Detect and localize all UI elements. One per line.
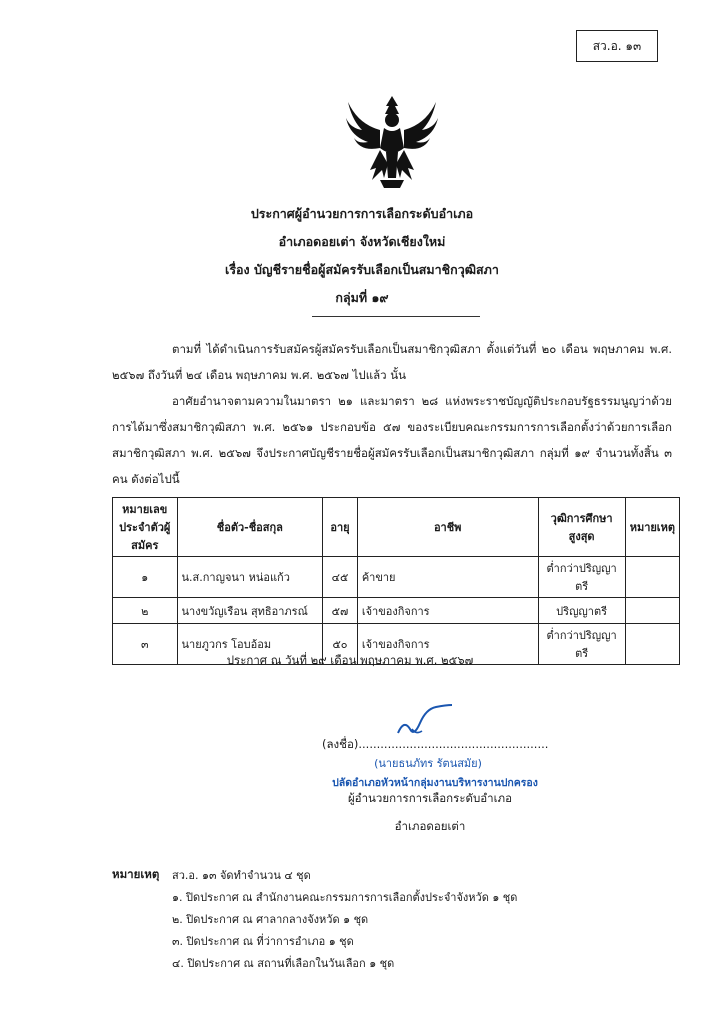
cell-education: ปริญญาตรี: [538, 598, 625, 624]
cell-remark: [625, 557, 679, 598]
signer-stamp: ปลัดอำเภอหัวหน้ากลุ่มงานบริหารงานปกครอง: [332, 777, 538, 789]
cell-name: นางขวัญเรือน สุทธิอาภรณ์: [177, 598, 323, 624]
signer-office: อำเภอดอยเต่า: [394, 819, 466, 833]
col-header-occupation: อาชีพ: [357, 498, 538, 557]
signer-position: ผู้อำนวยการการเลือกระดับอำเภอ: [347, 791, 513, 805]
header-divider: [312, 316, 480, 317]
cell-age: ๕๐: [323, 624, 358, 665]
signer-name: (นายธนภัทร รัตนสมัย): [374, 757, 482, 770]
cell-remark: [625, 598, 679, 624]
cell-occupation: เจ้าของกิจการ: [357, 624, 538, 665]
notes-label: หมายเหตุ: [112, 867, 160, 881]
body-paragraph-2: อาศัยอำนาจตามความในมาตรา ๒๑ และมาตรา ๒๘ แห่งพระราชบัญญัติประกอบรัฐธรรมนูญว่าด้วยการได้มาซึ่งสมาชิกวุฒิสภา พ.ศ. ๒๕๖๑ ประกอบข้อ ๕๗ ของระเบียบคณะกรรมการการเลือกตั้งว่าด้วยการเลือกสมาชิกวุฒิสภา พ.ศ. ๒๕๖๗ จึงประกาศบัญชีรายชื่อผู้สมัครรับเลือกเป็นสมาชิกวุฒิสภา กลุ่มที่ ๑๙ จำนวนทั้งสิ้น ๓ คน ดังต่อไปนี้: [112, 394, 672, 486]
col-header-education: วุฒิการศึกษาสูงสุด: [538, 498, 625, 557]
cell-age: ๕๗: [323, 598, 358, 624]
cell-age: ๔๕: [323, 557, 358, 598]
cell-number: ๑: [113, 557, 178, 598]
cell-remark: [625, 624, 679, 665]
header-group: กลุ่มที่ ๑๙: [335, 290, 389, 305]
col-header-number: หมายเลขประจำตัวผู้สมัคร: [113, 498, 178, 557]
cell-occupation: ค้าขาย: [357, 557, 538, 598]
table-row: [113, 598, 680, 624]
notes-item: ๑. ปิดประกาศ ณ สำนักงานคณะกรรมการการเลือกตั้งประจำจังหวัด ๑ ชุด: [172, 891, 518, 904]
col-header-remark: หมายเหตุ: [625, 498, 679, 557]
table-row: [113, 557, 680, 598]
header-subject: เรื่อง บัญชีรายชื่อผู้สมัครรับเลือกเป็นสมาชิกวุฒิสภา: [225, 262, 499, 277]
cell-education: ต่ำกว่าปริญญาตรี: [538, 624, 625, 665]
col-header-age: อายุ: [323, 498, 358, 557]
cell-name: นายภูวกร โอบอ้อม: [177, 624, 323, 665]
notes-item: ๒. ปิดประกาศ ณ ศาลากลางจังหวัด ๑ ชุด: [172, 913, 369, 926]
cell-occupation: เจ้าของกิจการ: [357, 598, 538, 624]
body-paragraph-1: ตามที่ ได้ดำเนินการรับสมัครผู้สมัครรับเลือกเป็นสมาชิกวุฒิสภา ตั้งแต่วันที่ ๒๐ เดือน พฤษภาคม พ.ศ. ๒๕๖๗ ถึงวันที่ ๒๔ เดือน พฤษภาคม พ.ศ. ๒๕๖๗ ไปแล้ว นั้น: [112, 342, 672, 382]
notes-item: ๓. ปิดประกาศ ณ ที่ว่าการอำเภอ ๑ ชุด: [172, 935, 354, 948]
cell-number: ๓: [113, 624, 178, 665]
header-district: อำเภอดอยเต่า จังหวัดเชียงใหม่: [278, 234, 446, 249]
header-title: ประกาศผู้อำนวยการการเลือกระดับอำเภอ: [250, 206, 474, 221]
cell-education: ต่ำกว่าปริญญาตรี: [538, 557, 625, 598]
notes-item: ๔. ปิดประกาศ ณ สถานที่เลือกในวันเลือก ๑ ชุด: [172, 957, 395, 970]
garuda-emblem-icon: [340, 90, 444, 192]
issued-date: ประกาศ ณ วันที่ ๒๙ เดือน พฤษภาคม พ.ศ. ๒๕๖๗: [226, 653, 474, 667]
notes-title: สว.อ. ๑๓ จัดทำจำนวน ๔ ชุด: [172, 869, 311, 882]
table-header-row: [113, 498, 680, 557]
sign-label: (ลงชื่อ)....................................................: [322, 737, 549, 751]
cell-name: น.ส.กาญจนา หน่อแก้ว: [177, 557, 323, 598]
candidate-table: [112, 497, 680, 665]
col-header-name: ชื่อตัว-ชื่อสกุล: [177, 498, 323, 557]
cell-number: ๒: [113, 598, 178, 624]
form-code-box: สว.อ. ๑๓: [576, 30, 658, 62]
